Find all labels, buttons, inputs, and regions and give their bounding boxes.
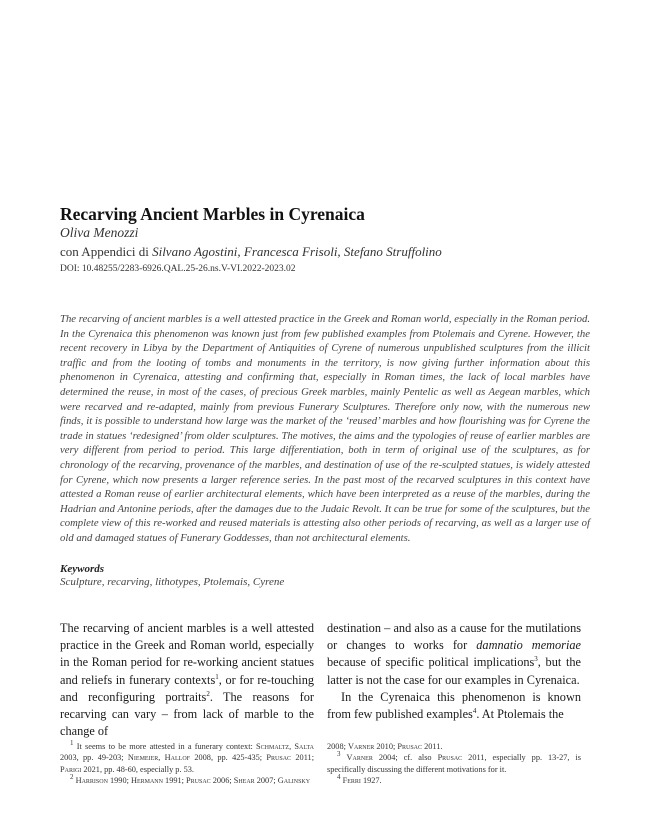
footnote-citation: Harrison <box>75 776 108 786</box>
keywords-heading: Keywords <box>60 563 104 575</box>
footnote-text: 2021, pp. 48-60, especially p. 53. <box>81 764 194 774</box>
body-column-right <box>327 620 581 723</box>
footnote-citation: Niemeier, Hallof <box>127 753 190 763</box>
footnote-citation: Galinsky <box>277 776 311 786</box>
footnote-4 <box>327 775 581 786</box>
body-text: . The reasons for recarving can vary – from lack of marble to the change of <box>60 689 314 739</box>
footnote-citation: Prusac <box>266 753 292 763</box>
footnote-number: 3 <box>337 750 341 759</box>
footnote-text: 2007; <box>254 776 278 786</box>
footnote-text: 2011. <box>422 742 443 751</box>
footnote-ref[interactable]: 2 <box>206 689 210 698</box>
footnote-citation: Prusac <box>397 742 422 751</box>
body-paragraph <box>327 620 581 689</box>
footnote-text: 2008, pp. 425-435; <box>190 753 267 763</box>
body-text: because of specific political implications <box>327 655 535 670</box>
footnote-citation: Prusac <box>437 753 463 763</box>
abstract: The recarving of ancient marbles is a well attested practice in the Greek and Roman world, especially in the Roman period. In the Cyrenaica this phenomenon was known just from few published examples from Ptolemais and Cyrene. However, the recent recovery in Libya by the Department of Antiquities of Cyrene of numerous unpublished sculptures from the illicit traffic and from the looting of tombs and monuments in the territory, is now giving further information about this phenomenon in Cyrenaica, attesting and confirming that, especially in Roman times, the lack of local marbles have determined the reuse, in most of the cases, of precious Greek marbles, mainly Pentelic as well as Aegean marbles, which were recarved and re-adapted, mainly from previous Funerary Sculptures. Therefore only now, with the numerous new finds, it is possible to understand how large was the market of the ‘reused’ marbles and how flourishing was for Cyrene the trade in statues ‘redesigned’ from older sculptures. The motives, the aims and the typologies of reuse of earlier marbles are very different from period to period. This large differentiation, both in term of original use of the sculptures, as for chronology of the recarving, provenance of the marbles, and destination of use of the re-sculpted statues, is widely attested for Cyrene, which now presents a larger reference series. In the past most of the recarved sculptures in this context have attested a Roman reuse of earlier architectural elements, which have been interpreted as a reuse of the marbles, during the Hadrian and Antonine periods, after the damages due to the Judaic Revolt. It can be true for some of the sculptures, but the complete view of this re-worked and reused materials is attesting also other periods of recarving, as well as a larger use of old and damaged statues of Funerary Goddesses, than not architectural elements. <box>60 313 590 544</box>
body-paragraph <box>60 620 314 740</box>
body-paragraph <box>327 689 581 723</box>
body-text: In the Cyrenaica this phenomenon is known from few published examples <box>327 689 581 722</box>
body-text: destination – and also as a cause for the mutilations or changes to works for <box>327 621 581 653</box>
footnote-text: 2011, especially pp. 13-27, is specifically discussing the different motivations for it. <box>327 753 581 774</box>
footnotes-right <box>327 741 581 787</box>
footnote-ref[interactable]: 4 <box>472 706 477 715</box>
footnote-citation: Varner <box>346 753 373 763</box>
footnote-citation: Varner <box>347 742 375 751</box>
footnote-2-continued <box>327 741 581 752</box>
footnote-citation: Schmaltz, Salta <box>256 742 314 751</box>
footnote-number: 2 <box>70 773 74 782</box>
footnote-text: 2006; <box>210 776 234 786</box>
footnote-citation: Parigi <box>60 764 82 774</box>
appendix-authors <box>60 244 442 260</box>
footnote-ref[interactable]: 1 <box>215 672 219 681</box>
footnote-text: 1927. <box>360 776 382 786</box>
footnote-text: 1990; <box>107 776 131 786</box>
body-text-italic: damnatio memoriae <box>476 638 581 653</box>
footnote-text: 2003, pp. 49-203; <box>60 753 128 763</box>
appendix-prefix: con Appendici di <box>60 244 153 259</box>
footnotes-left <box>60 741 314 787</box>
footnote-text: 2004; cf. also <box>372 753 438 763</box>
body-text: , or for re-touching and reconfiguring portraits <box>60 672 314 704</box>
footnote-2 <box>60 775 314 786</box>
body-text: . At Ptolemais the <box>476 707 564 722</box>
footnote-ref[interactable]: 3 <box>534 655 538 664</box>
footnote-text: 2010; <box>374 742 398 751</box>
footnote-text: 2011; <box>291 753 314 763</box>
footnote-1 <box>60 741 314 775</box>
footnote-3 <box>327 752 581 775</box>
body-text: The recarving of ancient marbles is a well attested practice in the Greek and Roman world, especially in the Roman period for re-working ancient statues and reliefs in funerary contexts <box>60 621 314 687</box>
doi: DOI: 10.48255/2283-6926.QAL.25-26.ns.V-VI.2022-2023.02 <box>60 264 296 274</box>
footnote-citation: Ferri <box>342 776 361 786</box>
body-text: , but the latter is not the case for our examples in Cyrenaica. <box>327 655 581 687</box>
body-column-left <box>60 620 314 740</box>
footnote-citation: Hermann <box>130 776 163 786</box>
footnote-citation: Prusac <box>186 776 211 786</box>
footnote-citation: Shear <box>233 776 255 786</box>
article-title: Recarving Ancient Marbles in Cyrenaica <box>60 204 365 224</box>
footnote-number: 4 <box>337 773 341 782</box>
footnote-text: 1991; <box>162 776 187 786</box>
appendix-names: Silvano Agostini, Francesca Frisoli, Stefano Struffolino <box>152 244 442 259</box>
footnote-text: 2008; <box>327 742 348 751</box>
keywords-list: Sculpture, recarving, lithotypes, Ptolemais, Cyrene <box>60 576 285 588</box>
author-name: Oliva Menozzi <box>60 225 139 240</box>
footnote-text: It seems to be more attested in a funerary context: <box>76 742 257 751</box>
footnote-number: 1 <box>70 739 74 748</box>
